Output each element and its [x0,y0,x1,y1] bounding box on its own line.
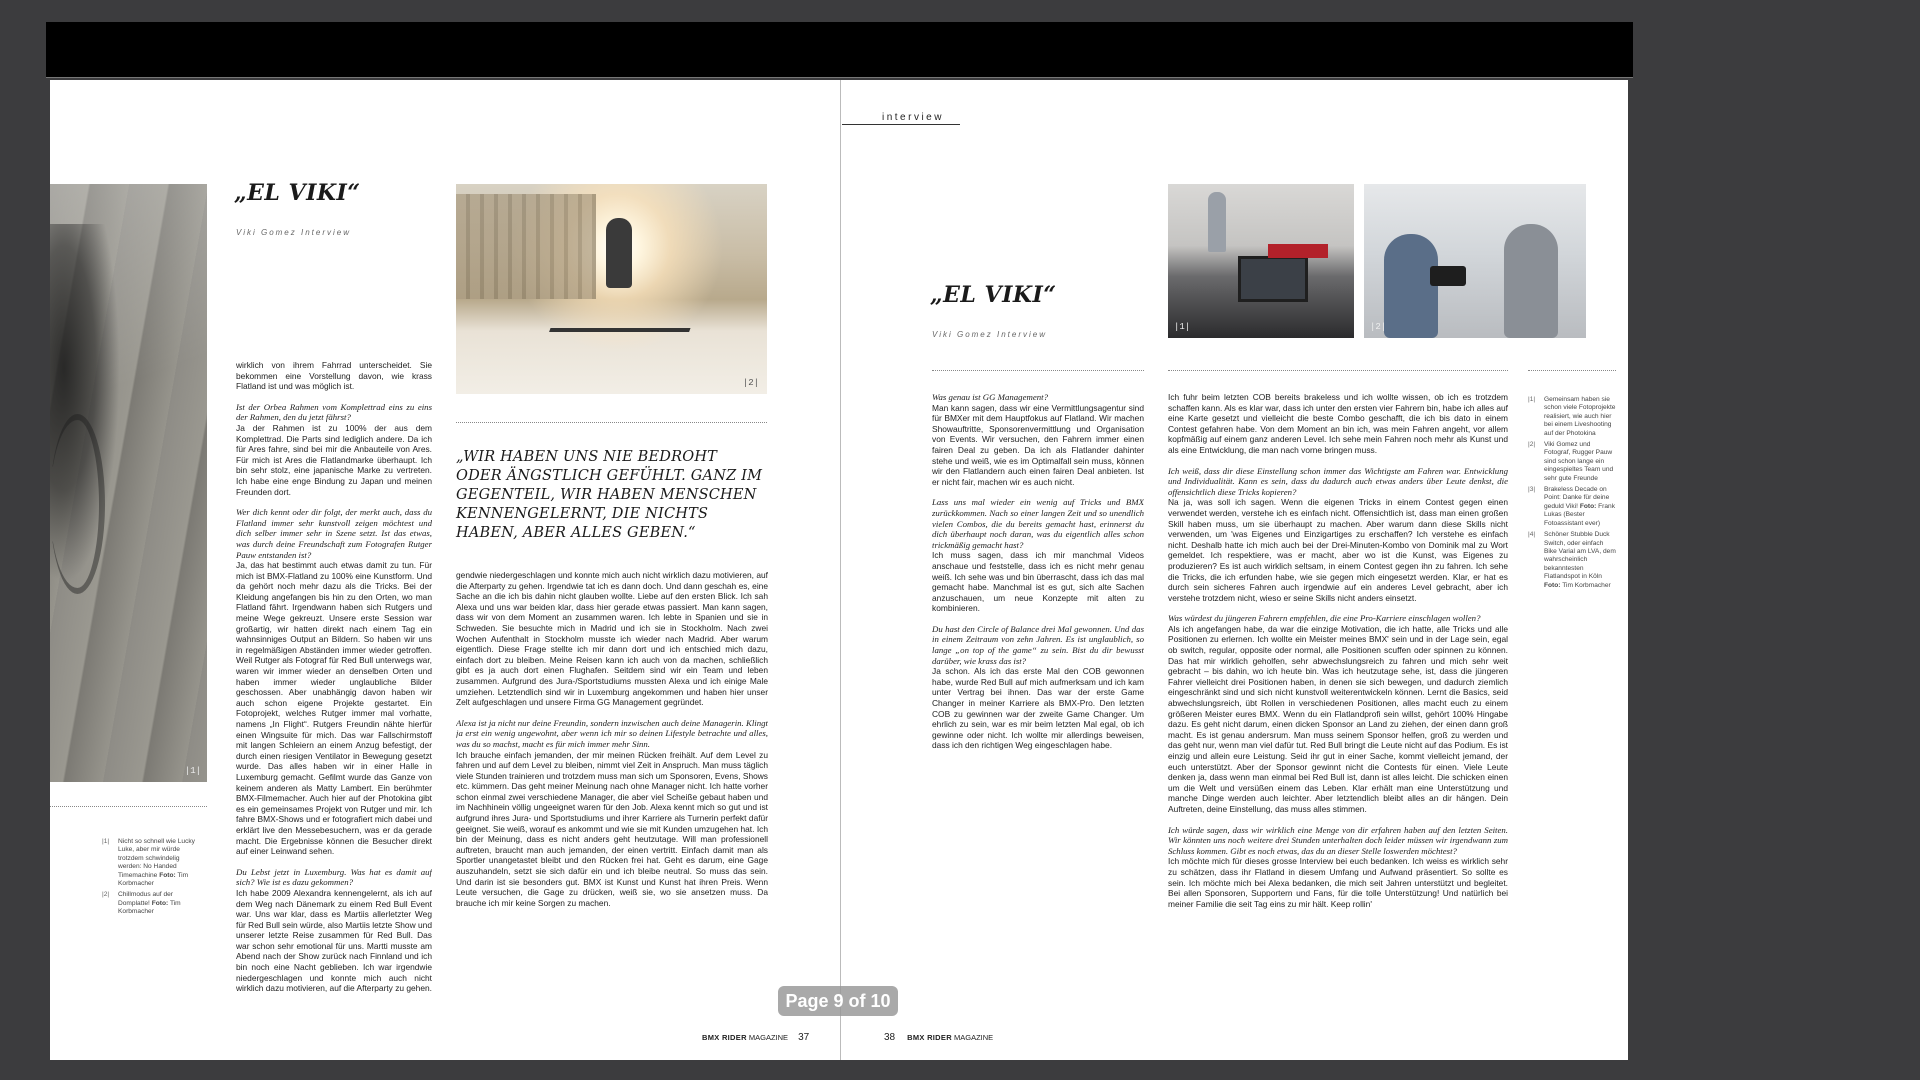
interview-question: Du hast den Circle of Balance drei Mal gewonnen. Und das in einem Zeitraum von zehn Jahren. Es ist unglaublich, so lange „on top of the game“ zu sein. Bist du dir bewusst darüber, wie krass das ist? [932,623,1144,666]
photo-bike [549,294,703,332]
photo-presenter [1208,192,1226,252]
interview-question: Was genau ist GG Management? [932,392,1048,402]
photo-pavement [50,184,207,782]
interview-answer: Ja der Rahmen ist zu 100% der aus dem Komplettrad. Die Parts sind lediglich andere. Da ich für Ares fahre, sind bei mir die Anbauteile von Ares. Für mich ist Ares die Flatlandmarke überhaupt. Ich bin sehr stolz, eine japanische Marke zu vertreten. Ich habe eine enge Bindung zu Japan und meinen Freunden dort. [236,422,432,497]
interview-answer: Ja schon. Als ich das erste Mal den COB gewonnen habe, wurde Red Bull auf mich aufmerksam und ich kam unter Vertrag bei ihnen. Das war der erste Game Changer in meiner Karriere als BMX-Pro. Den letzten COB zu gewinnen war der zweite Game Changer. Um ehrlich zu sein, war es mir beim letzten Mal egal, ob ich gewinne oder nicht. Ich wollte mir allerdings beweisen, dass ich den richtigen Weg eingeschlagen habe. [932,666,1144,751]
text-block [1168,825,1508,910]
caption-number: |1| [1528,396,1536,403]
text-block [236,402,432,497]
photo-red-banner [1268,244,1328,258]
photo-rider [606,218,632,288]
caption-number: |2| [102,891,110,899]
page-footer-right [884,1032,993,1043]
pull-quote: „WIR HABEN UNS NIE BEDROHT ODER ÄNGSTLICH GEFÜHLT. GANZ IM GEGENTEIL, WIR HABEN MENSCHEN KENNENGELERNT, DIE NICHTS HABEN, ABER ALLES GEBEN.“ [456,449,763,541]
interview-answer: Ich muss sagen, dass ich mir manchmal Videos anschaue und feststelle, dass ich es nicht mehr genau weiß. Ich sehe was und bin überrascht, dass ich das mal gemacht habe. Manchmal ist es gut, sich alte Sachen anzuschauen, um neue Konzepte mit alten zu kombinieren. [932,550,1144,614]
text-block [1168,613,1508,814]
interview-answer: Ich möchte mich für dieses grosse Interview bei euch bedanken. Ich weiss es wirklich sehr zu schätzen, dass ihr Flatland in diesem Umfang und Aufwand präsentiert. So sollte es sein. Ich möchte mich bei Alexa bedanken, die mich seit Jahren unterstützt und begleitet. Bei allen Sponsoren, Supportern und Fans, für die tolle Unterstützung! Und natürlich bei meiner Familie die seit Tag eins zu mir hält. Keep rollin' [1168,856,1508,909]
section-rule [842,124,960,125]
caption-text: Brakeless Decade on Point: Danke für deine geduld Viki! Foto: Frank Lukas (Bester Fotoassistant ever) [1544,486,1616,527]
footer-brand: BMX RIDER [702,1033,747,1042]
photo-person-2 [1504,224,1558,338]
photo-person-1 [1384,234,1438,338]
interview-question: Alexa ist ja nicht nur deine Freundin, sondern inzwischen auch deine Managerin. Klingt ja erst ein wenig ungewohnt, aber wenn ich mir so deinen Lifestyle betrachte und alles, was du so machst, macht es für mich immer mehr Sinn. [456,717,768,749]
right-page [842,80,1628,1060]
photo1-label: |1| [1174,322,1191,332]
left-page [50,80,840,1060]
interview-question: Lass uns mal wieder ein wenig auf Tricks und BMX zurückkommen. Nach so einer langen Zeit und so unendlich vielen Combos, die du bereits gemacht hast, erinnerst du dich überhaupt noch daran, was du eigentlich alles schon trickmäßig gemacht hast? [932,497,1144,550]
article-title: „EL VIKI“ [930,282,1057,308]
footer-brand: BMX RIDER [907,1033,952,1042]
interview-question: Ich weiß, dass dir diese Einstellung schon immer das Wichtigste am Fahren war. Entwicklung und Individualität. Kann es sein, dass du dadurch auch etwas anders über Leute denkst, die offensichtlich diese Tricks kopieren? [1168,465,1508,497]
column-rule-1 [932,370,1144,371]
interview-answer: Na ja, was soll ich sagen. Wenn die eigenen Tricks in einem Contest gegen einen verwendet werden, verstehe ich es einfach nicht. Offensichtlich ist, dass man einen großen Skill haben muss, um sie überhaupt zu machen. Aber warum dann diese Skills nicht verwenden, um 'was Eigenes und Einzigartiges zu erschaffen? Ich verstehe es einfach nicht. Deshalb hatte ich mich auch bei der Drei-Minuten-Kombo von Dominik mal zu Wort gemeldet. Ich respektiere, was er macht, aber wo ist die Kunst, was Eigenes zu produzieren? Es ist auch wirklich seltsam, in einem Contest gegen ihn zu fahren. Ich sehe die Tricks, die ich erfunden habe, wie sie gegen mich eingesetzt werden. Klar, er hat es durch sein sicheres Fahren auch irgendwie auf ein anderes Level gebracht, aber ich verstehe trotzdem nicht, wieso er seine Skills nicht anders einsetzt. [1168,497,1508,603]
right-column-2 [1168,392,1508,948]
interview-question: Ist der Orbea Rahmen vom Komplettrad eins zu eins der Rahmen, den du jetzt fährst? [236,401,432,423]
caption-text: Gemeinsam haben sie schon viele Fotoprojekte realisiert, wie auch hier bei einem Liveshooting auf der Photokina [1544,396,1616,437]
caption-number: |2| [1528,441,1536,449]
text-block [1168,466,1508,604]
interview-answer: Ja, das hat bestimmt auch etwas damit zu tun. Für mich ist BMX-Flatland zu 100% eine Kunstform. Und da gehört noch mehr dazu als die Tricks. Bei der Kleidung angefangen bis hin zu den Orten, wo man Flatland fährt. Irgendwann haben sich Rutgers und meine Wege gekreuzt. Unsere erste Session war großartig, wir hatten direkt nach einem Tag ein wahnsinniges Output an Bildern. So haben wir uns in regelmäßigen Abständen immer wieder getroffen. Weil Rutger als Fotograf für Red Bull unterwegs war, waren wir immer wieder an denselben Orten und haben immer wieder unglaubliche Bilder geschossen. Aber unabhängig davon haben wir auch schon eigene Projekte gestartet. Ein Fotoprojekt, welches Rutger immer mal vorhatte, namens „In Flight“. Rutgers Freundin nähte hierfür einen Wingsuite für mich. Das war Fallschirmstoff mit langen Schleiern an einem Anzug befestigt, der durch einen riesigen Ventilator in Bewegung gesetzt wurde. Das alles haben wir in einer Halle in Luxemburg gemacht. Gefilmt wurde das Ganze von keinem anderen als Matty Lambert. Ein berühmter BMX-Filmemacher. Auch hier auf der Photokina gibt es ein gemeinsames Projekt von Rutger und mir. Ich fahre BMX-Shows und er fotografiert mich dabei und erklärt live den Messebesuchern, was er da gerade macht. Die Ergebnisse können die Besucher direkt auf einer Leinwand sehen. [236,560,432,857]
caption-item [102,891,202,916]
page-number: 37 [798,1032,810,1043]
photo-photokina-booth [1168,184,1354,338]
caption-text: Viki Gomez und Fotograf, Rugger Pauw sind schon lange ein eingespieltes Team und sehr gute Freunde [1544,441,1614,482]
text-block [932,624,1144,751]
captions-rule [50,806,207,807]
interview-answer: Man kann sagen, dass wir eine Vermittlungsagentur sind für BMXer mit dem Hauptfokus auf Flatland. Wir machen Showauftritte, Sponsorenvermittlung und Organisation von Events. Wir versuchen, den Fahrern immer einen fairen Deal zu geben. Da ich als Flatlander dahinter stehe und weiß, wie es im Optimalfall sein muss, können wir den Flatlandern auch einen fairen Deal anbieten. Ist er nicht fair, machen wir es auch nicht. [932,402,1144,487]
left-column-1 [236,360,432,1000]
text-block [932,392,1144,487]
interview-question: Wer dich kennt oder dir folgt, der merkt auch, dass du Flatland immer sehr kunstvoll zeigen möchtest und dich selber immer sehr in Szene setzt. Ist das etwas, was durch deine Freundschaft zum Fotografen Rutger Pauw entstanden ist? [236,507,432,560]
text-block [236,867,432,994]
photo2-label: |2| [742,378,759,388]
right-column-1 [932,392,1144,772]
photo2-label: |2| [1370,322,1387,332]
footer-magazine: MAGAZINE [954,1033,994,1042]
magazine-spread [50,80,1628,1060]
pullquote-rule [456,422,767,423]
photo-shadow-wheel [50,414,105,594]
text-block [456,718,768,909]
photo-captions [102,838,202,920]
caption-text: Schöner Stubble Duck Switch, oder einfach Bike Varial am LVA, dem wahrscheinlich bekanntesten Flatlandspot in Köln Foto: Tim Korbmacher [1544,531,1616,589]
interview-answer: Ich brauche einfach jemanden, der mir meinen Rücken freihält. Auf dem Level zu fahren und auf dem Level zu bleiben, nimmt viel Zeit in Anspruch. Man muss täglich viele Stunden trainieren und trotzdem muss man sich um Sponsoren, Evens, Shows etc. kümmern. Das geht meiner Meinung nach ohne Manager nicht. Ich hatte vorher schon einmal zwei verschiedene Manager, die aber viel Scheiße gebaut haben und im Nachhinein völlig ungeeignet waren für den Job. Alexa kennt mich so gut und ist aufgrund ihres Jura- und Sportstudiums und ihrer Karriere als Turnerin perfekt dafür geeignet. Sie weiß, worauf es ankommt und wie sie mit Kunden umzugehen hat. Ich bin der Meinung, dass es nicht anders geht heutzutage. Will man professionell auftreten, braucht man auch jemanden, der einen vertritt. Einfach damit man als Sportler unangetastet bleibt und den Rücken frei hat. Geht es darum, eine Gage auszuhandeln, setzt sie sich dafür ein und ich bleibe neutral. So muss das sein. Und darin ist sie besonders gut. BMX ist Kunst und Kunst hat ihren Preis. Wenn Leute versuchen, die Gage zu drücken, weiß sie, wo sie ansetzen muss. Da brauche ich mir keine Sorgen zu machen. [456,749,768,908]
section-tag: interview [882,112,944,123]
photo-screen [1238,256,1308,302]
text-block: Ich fuhr beim letzten COB bereits brakeless und ich wollte wissen, ob ich es trotzdem schaffen kann. Als es klar war, dass ich unter den ersten vier Fahrern bin, habe ich alles auf eine Karte gesetzt und vielleicht die beste Combo geschafft, die ich bis dato in einem Contest gefahren habe. Von dem Moment an bin ich, was mein Fahren angeht, vor allem kopfmäßig auf einem ganz anderen Level. Ich sehe mein Fahren noch mehr als Kunst und als eine Entwicklung, die man nach vorne bringen muss. [1168,392,1508,455]
column-rule-2 [1168,370,1508,371]
photo-rider-sitting [456,184,767,394]
caption-number: |4| [1528,531,1536,539]
interview-answer: Als ich angefangen habe, da war die einzige Motivation, die ich hatte, alle Tricks und alle Positionen zu erlernen. Ich wollte ein Meister meines BMX' sein und in der Lage sein, egal ob switch, regular, opposite oder normal, alle Positionen scuffen oder spinnen zu können. Das hat mir wirklich geholfen, sehr abwechslungsreich zu fahren und mich sehr weit gebracht – bis dahin, wo ich heute bin. Was ich heutzutage sehe, ist, dass die jüngeren Fahrer vielleicht drei Positionen haben, in denen sie sich bewegen, und dadurch ziemlich eingeschränkt sind und sich nicht kunstvoll weiterentwickeln können. Lernt die Basics, seid abwechslungsreich, übt Rollen in verschiedenen Positionen, alles macht euch zu einem größeren Meister eures BMX. Wenn du ein Flatlandprofi sein willst, gehört 100% Hingabe dazu. Es geht nicht darum, einen dicken Sponsor an Land zu ziehen, der einen dann groß macht. Es ist genau andersrum. Man muss seinem Sponsor helfen, groß zu werden und das geht nur, wenn man viel dafür tut. Red Bull bringt die Leute nicht auf das Podium. Es ist einzig und allein eure Leistung. Seid ihr gut in einer Sache, kommt vielleicht jemand, der euch unterstützt. Aber der Sponsor gewinnt nicht die Contests für einen. Viele Leute denken ja, dass wenn man einmal bei Red Bull ist, dann ist alles leicht. Die schicken einen um die Welt und versüßen einem das Leben. Klar erhält man eine Unterstützung und manche Dinge werden auch leichter. Aber letztendlich bleibt alles an dir hängen. Dein Auftreten, deine Einstellung, das muss alles stimmen. [1168,623,1508,814]
caption-text: Nicht so schnell wie Lucky Luke, aber mir würde trotzdem schwindelig werden: No Handed Timemachine Foto: Tim Korbmacher [118,838,195,888]
article-subtitle: Viki Gomez Interview [236,228,351,237]
viewer-top-bar [46,22,1633,78]
article-subtitle: Viki Gomez Interview [932,330,1047,339]
interview-question: Was würdest du jüngeren Fahrern empfehlen, die eine Pro-Karriere einschlagen wollen? [1168,613,1481,624]
page-indicator: Page 9 of 10 [778,986,898,1016]
photo-photographer [1364,184,1586,338]
text-block [236,507,432,857]
photo-building [456,194,596,299]
footer-magazine: MAGAZINE [748,1033,789,1042]
interview-question: Ich würde sagen, dass wir wirklich eine Menge von dir erfahren haben auf den letzten Seiten. Wir könnten uns noch weitere drei Stunden unterhalten doch leider müssen wir irgendwann zum Schluss kommen. Gibt es noch etwas, das du an dieser Stelle loswerden möchtest? [1168,824,1508,856]
interview-answer: Ich habe 2009 Alexandra kennengelernt, als ich auf dem Weg nach Dänemark zu einem Red Bull Event war. Uns war klar, dass es Martiis allerletzter Weg für Red Bull sein würde, also Martiis letzte Show und unserer letzte Reise zusammen für Red Bull. Das war schon sehr emotional für uns. Martti musste am Abend nach der Show zurück nach Finnland und ich bin noch eine Nacht geblieben. Ich war irgendwie niedergeschlagen und konnte mich auch nicht wirklich dazu motivieren, auf die Afterparty zu gehen. [236,887,432,994]
article-title: „EL VIKI“ [234,180,361,206]
caption-number: |1| [102,838,110,845]
caption-item [1528,396,1618,438]
column-rule-3 [1528,370,1616,371]
caption-text: Chillmodus auf der Domplatte! Foto: Tim Korbmacher [118,891,181,916]
text-block: wirklich von ihrem Fahrrad unterscheidet. Sie bekommen eine Vorstellung davon, wie krass Flatland ist und was möglich ist. [236,360,432,392]
caption-item [1528,441,1618,483]
photo-camera [1430,266,1466,286]
left-column-2 [456,570,768,990]
photo1-label: |1| [184,766,201,776]
text-block: gendwie niedergeschlagen und konnte mich auch nicht wirklich dazu motivieren, auf die Afterparty zu gehen. Irgendwie tat ich es dann doch. Und dann geschah es, eine Sache an die ich bis dahin nicht glauben wollte. Liebe auf den ersten Blick. Ich sah Alexa und uns war beiden klar, dass hier gerade etwas passiert. Man kann sagen, dass wir von dem Moment an zusammen waren. Ich lebte in Spanien und sie in Schweden. Sie besuchte mich in Madrid und ich sie in Stockholm. Nach zwei Wochen Aufenthalt in Stockholm musste ich wieder nach Madrid. Aber warum eigentlich. Diese Frage stellte ich mir dann dort und ich entschied mich dazu, einfach dort zu bleiben. Meine Reisen kann ich auch von da machen, schließlich gibt es ja auch dort einen Flughafen. Seitdem sind wir ein Team und leben zusammen. Aufgrund des Jura-/Sportstudiums mussten Alexa und ich einige Male umziehen. Letztendlich sind wir in Luxemburg angekommen und haben hier unser Zelt aufgeschlagen und unsere Firma GG Management gegründet. [456,570,768,708]
interview-question: Du Lebst jetzt in Luxemburg. Was hat es damit auf sich? Wie ist es dazu gekommen? [236,866,432,888]
page-number: 38 [884,1032,896,1043]
page-spine [840,80,841,1060]
text-block [932,497,1144,614]
caption-item [102,838,202,888]
caption-item [1528,486,1618,528]
page-footer-left [702,1032,809,1043]
caption-item [1528,531,1618,590]
caption-number: |3| [1528,486,1536,494]
photo-captions [1528,396,1618,593]
